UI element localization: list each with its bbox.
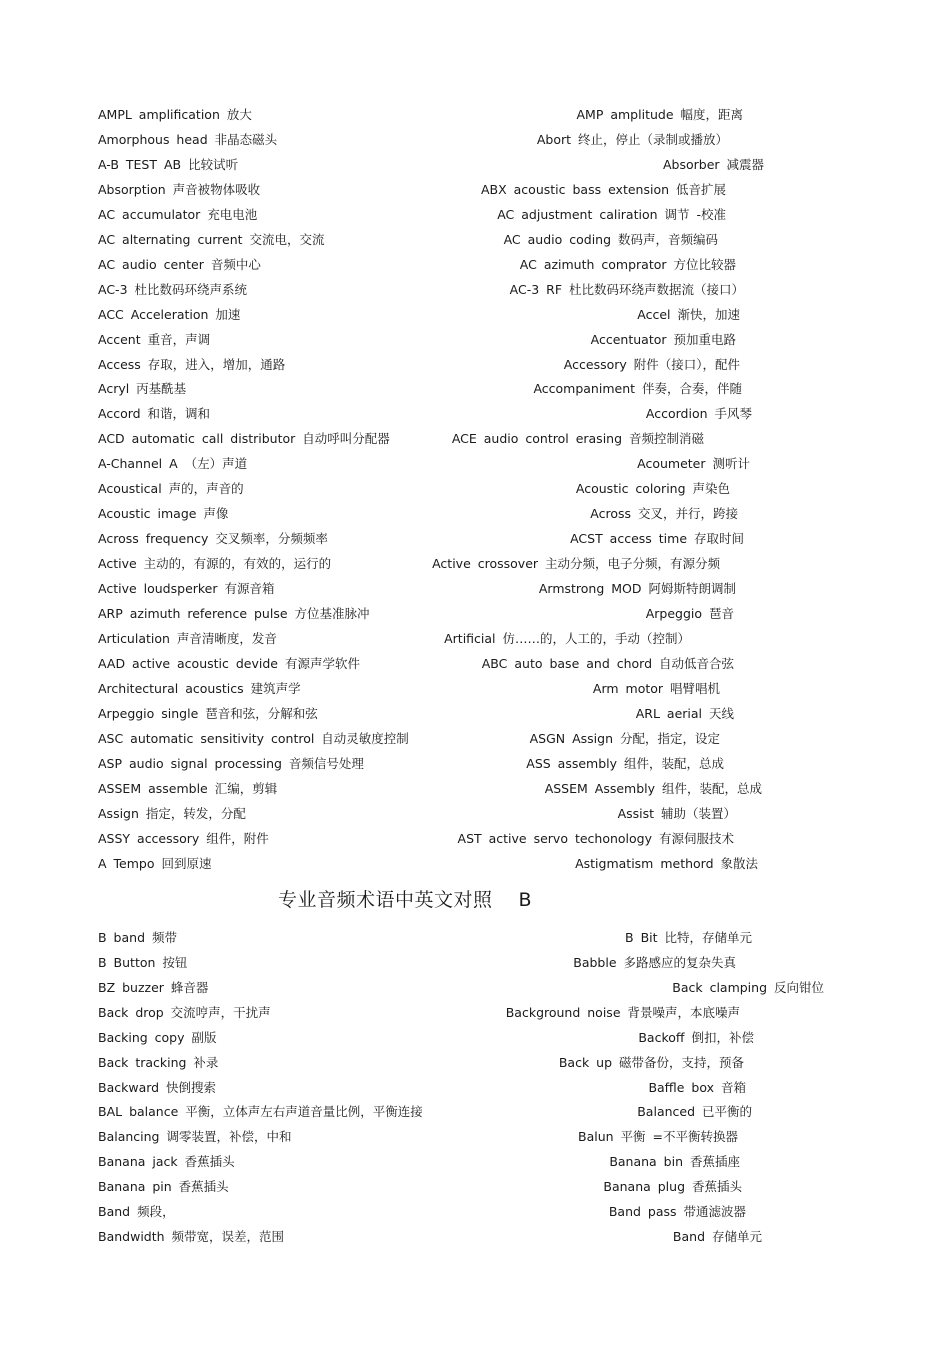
term-left: Banana pin 香蕉插头 (98, 1179, 229, 1195)
term-left: Assign 指定，转发，分配 (98, 805, 246, 821)
term-left: AC-3 杜比数码环绕声系统 (98, 281, 247, 297)
term-right: AC azimuth comprator 方位比较器 (519, 256, 736, 272)
term-right: Assist 辅助（装置） (617, 805, 736, 821)
term-left: ACD automatic call distributor 自动呼叫分配器 (98, 431, 390, 447)
section-b-row (98, 1102, 778, 1122)
section-a-row (98, 654, 778, 674)
term-left: AC audio center 音频中心 (98, 256, 261, 272)
term-left: BAL balance 平衡，立体声左右声道音量比例，平衡连接 (98, 1104, 423, 1120)
term-left: ASP audio signal processing 音频信号处理 (98, 755, 364, 771)
term-left: AAD active acoustic devide 有源声学软件 (98, 655, 360, 671)
term-right: ACE audio control erasing 音频控制消磁 (451, 431, 704, 447)
section-a-row (98, 779, 778, 799)
term-right: Arm motor 唱臂唱机 (592, 680, 720, 696)
term-right: Artificial 仿……的，人工的，手动（控制） (444, 630, 690, 646)
term-right: ASGN Assign 分配，指定，设定 (529, 730, 720, 746)
term-right: Band pass 带通滤波器 (608, 1204, 746, 1220)
term-left: Back tracking 补录 (98, 1054, 219, 1070)
term-right: Banana bin 香蕉插座 (609, 1154, 740, 1170)
term-right: Across 交叉，并行，跨接 (590, 506, 738, 522)
term-right: Absorber 减震器 (662, 156, 764, 172)
term-right: Baffle box 音箱 (648, 1079, 746, 1095)
term-right: Back up 磁带备份，支持，预备 (558, 1054, 744, 1070)
section-b-row (98, 1078, 778, 1098)
term-right: Backoff 倒扣，补偿 (638, 1029, 754, 1045)
term-left: Across frequency 交叉频率，分频频率 (98, 531, 328, 547)
term-left: A Tempo 回到原速 (98, 855, 212, 871)
section-a-row (98, 379, 778, 399)
term-left: ARP azimuth reference pulse 方位基准脉冲 (98, 606, 370, 621)
section-a-row (98, 504, 778, 524)
term-left: Acryl 丙基酰基 (98, 381, 187, 397)
term-right: ACST access time 存取时间 (570, 531, 744, 547)
term-left: Architectural acoustics 建筑声学 (98, 680, 301, 696)
term-right: AC adjustment caliration 调节 -校准 (497, 206, 726, 222)
term-left: Accord 和谐，调和 (98, 406, 211, 422)
term-left: BZ buzzer 蜂音器 (98, 979, 209, 995)
term-right: Accordion 手风琴 (645, 406, 752, 422)
term-left: Backing copy 副版 (98, 1029, 217, 1045)
section-a-row (98, 454, 778, 474)
section-b-row (98, 978, 824, 998)
term-left: Arpeggio single 琶音和弦，分解和弦 (98, 705, 318, 721)
section-a-row (98, 579, 778, 599)
term-left: Active 主动的，有源的，有效的，运行的 (98, 556, 332, 572)
term-left: ASSEM assemble 汇编，剪辑 (98, 780, 278, 796)
term-left: ASC automatic sensitivity control 自动灵敏度控制 (98, 730, 409, 746)
term-left: Acoustic image 声像 (98, 506, 229, 522)
term-right: Armstrong MOD 阿姆斯特朗调制 (538, 581, 736, 597)
term-left: AC accumulator 充电电池 (98, 206, 258, 222)
section-a-row (98, 305, 778, 325)
section-b-title: 专业音频术语中英文对照 (278, 889, 493, 911)
term-right: ARL aerial 天线 (635, 705, 734, 721)
term-left: Accent 重音，声调 (98, 331, 211, 347)
section-b-row (98, 1202, 778, 1222)
section-a-row (98, 130, 778, 150)
term-left: ACC Acceleration 加速 (98, 306, 241, 322)
term-right: Acoumeter 测听计 (637, 456, 750, 472)
section-b-row (98, 1152, 778, 1172)
section-a-row (98, 180, 778, 200)
section-a-row (98, 629, 778, 649)
section-a-row (98, 529, 778, 549)
term-left: Banana jack 香蕉插头 (98, 1154, 235, 1170)
term-right: AC audio coding 数码声，音频编码 (503, 231, 718, 247)
term-left: Active loudsperker 有源音箱 (98, 581, 275, 597)
term-right: Accentuator 预加重电路 (590, 331, 736, 347)
term-right: Accessory 附件（接口），配件 (563, 356, 740, 372)
section-a-row (98, 429, 778, 449)
term-left: AC alternating current 交流电，交流 (98, 231, 325, 247)
section-b-row (98, 1028, 778, 1048)
term-right: Babble 多路感应的复杂失真 (573, 954, 736, 970)
section-b-heading (278, 886, 532, 914)
term-left: Back drop 交流哼声，干扰声 (98, 1004, 271, 1020)
section-a-row (98, 280, 778, 300)
section-a-row (98, 404, 778, 424)
term-right: ABX acoustic bass extension 低音扩展 (480, 181, 726, 197)
term-right: Astigmatism methord 象散法 (575, 855, 758, 871)
term-right: AC-3 RF 杜比数码环绕声数据流（接口） (509, 281, 744, 297)
section-a-row (98, 355, 778, 375)
section-a-row (98, 679, 778, 699)
term-left: Backward 快倒搜索 (98, 1079, 217, 1095)
term-right: Background noise 背景噪声，本底噪声 (505, 1004, 740, 1020)
section-b-row (98, 1127, 778, 1147)
section-a-row (98, 230, 778, 250)
section-b-row (98, 1227, 778, 1247)
term-right: ASSEM Assembly 组件，装配，总成 (544, 780, 762, 796)
section-a-row (98, 330, 778, 350)
term-right: Accel 渐快，加速 (637, 306, 740, 322)
term-right: Active crossover 主动分频，电子分频，有源分频 (432, 556, 720, 572)
section-a-row (98, 604, 778, 624)
section-a-row (98, 255, 778, 275)
term-left: Articulation 声音清晰度，发音 (98, 630, 277, 646)
section-a-row (98, 829, 778, 849)
section-a-row (98, 704, 778, 724)
section-a-row (98, 479, 778, 499)
term-left: Acoustical 声的，声音的 (98, 481, 244, 497)
term-right: B Bit 比特，存储单元 (625, 930, 752, 945)
term-right: Banana plug 香蕉插头 (603, 1179, 742, 1195)
term-right: Back clamping 反向钳位 (672, 979, 824, 995)
term-right: ASS assembly 组件，装配，总成 (526, 755, 724, 771)
section-a-row (98, 729, 778, 749)
term-left: Absorption 声音被物体吸收 (98, 181, 261, 197)
section-b-row (98, 1053, 778, 1073)
term-left: B Button 按钮 (98, 954, 188, 970)
term-right: ABC auto base and chord 自动低音合弦 (481, 655, 734, 671)
term-left: ASSY accessory 组件，附件 (98, 830, 269, 846)
term-right: Abort 终止，停止（录制或播放） (536, 131, 728, 147)
term-right: Band 存储单元 (672, 1229, 762, 1245)
term-left: Bandwidth 频带宽，误差，范围 (98, 1229, 285, 1245)
term-left: Access 存取，进入，增加，通路 (98, 356, 286, 372)
term-left: Band 频段， (98, 1204, 175, 1220)
term-right: AST active servo techonology 有源伺服技术 (457, 830, 734, 846)
term-right: Accompaniment 伴奏，合奏，伴随 (533, 381, 742, 397)
term-right: Balanced 已平衡的 (637, 1104, 752, 1120)
section-a-row (98, 554, 778, 574)
section-a-row (98, 105, 778, 125)
section-b-row (98, 1177, 778, 1197)
term-right: Balun 平衡 =不平衡转换器 (578, 1129, 738, 1145)
section-a-row (98, 155, 778, 175)
term-left: A-Channel A （左）声道 (98, 456, 248, 472)
section-b-row (98, 953, 778, 973)
section-a-row (98, 754, 778, 774)
term-right: Acoustic coloring 声染色 (575, 481, 730, 497)
term-left: Amorphous head 非晶态磁头 (98, 131, 278, 147)
term-left: B band 频带 (98, 930, 177, 945)
term-right: Arpeggio 琶音 (645, 606, 734, 621)
section-a-row (98, 804, 778, 824)
section-a-row (98, 854, 778, 874)
term-right: AMP amplitude 幅度，距离 (576, 107, 743, 122)
section-b-row (98, 928, 778, 948)
section-b-letter: B (518, 889, 533, 911)
section-b-row (98, 1003, 778, 1023)
term-left: AMPL amplification 放大 (98, 107, 252, 122)
section-a-row (98, 205, 778, 225)
term-left: A-B TEST AB 比较试听 (98, 156, 239, 172)
term-left: Balancing 调零装置，补偿，中和 (98, 1129, 292, 1145)
